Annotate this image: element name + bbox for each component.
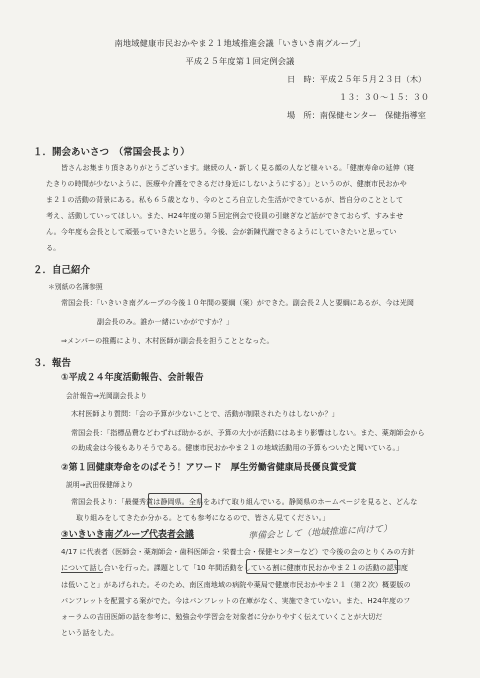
section-1-line: ま２１の活動の背景にある。私も６５歳となり、今のところ自立した生活ができているが、皆自分のこととして [46, 195, 404, 204]
document-header-line1: 南地域健康市民おかやま２１地域推進会議「いきいき南グループ」 [114, 38, 366, 48]
report-item-3-line: について話し合いを行った。課題として「10 年間活動をしている割に健康市民おかやま２１の活動の認知度 [61, 563, 409, 572]
report-item-3-line: は低いこと」があげられた。そのため、南区南地域の病院や薬局で健康市民おかやま２１（第２次）概要版の [61, 580, 411, 589]
section-1-line: 皆さんお集まり頂きありがとうございます。継続の人・新しく見る顔の人など様々いる。「健康寿命の延伸（寝 [61, 163, 415, 172]
report-item-3-line: という話をした。 [61, 628, 119, 637]
section-2-line: ⇒メンバーの推薦により、木村医師が副会長を担うこととなった。 [61, 336, 274, 345]
report-item-3-line: 4/17 に代表者（医師会・薬剤師会・歯科医師会・栄養士会・保健センターなど）で今後の会のとりくみの方針 [61, 547, 415, 556]
pen-box-mark [246, 559, 398, 574]
handwritten-note: 準備会として（地域推進に向けて） [247, 524, 393, 542]
date-label: 日 時： [287, 74, 320, 84]
pen-box-mark-award [148, 493, 202, 508]
report-item-1-line: 常国会長：「指標品費などわずれば助かるが、予算の大小が活動にはあまり影響はしない。また、薬剤師会から [71, 428, 425, 437]
section-2-line: 副会長のみ。誰か一緒にいかがですか？」 [97, 317, 234, 326]
document-header-line2: 平成２５年度第１回定例会議 [185, 56, 295, 66]
report-item-1-title: ①平成２４年度活動報告、会計報告 [61, 373, 204, 383]
report-item-3-line: パンフレットを配置する案がでた。今はパンフレットの在庫がなく、実施できていない。また、H24年度のフ [61, 596, 411, 605]
report-item-3-line: ォーラムの吉田医師の話を参考に、勉強会や学習会を対象者に分かりやすく伝えていくことが大切だ [61, 612, 383, 621]
report-item-2-line: 取り組みをしてきたか分かる。とても参考になるので、皆さん見てください。」 [76, 513, 330, 522]
place-value: 南保健センター 保健指導室 [319, 110, 426, 120]
report-item-1-line: 会計報告⇒光岡副会長より [66, 392, 148, 400]
place-row [287, 110, 426, 121]
date-value: 平成２５年５月２３日（木） [319, 74, 427, 84]
section-1-line: る。 [46, 243, 61, 252]
report-item-2-line: 説明⇒武田保健師より [66, 481, 134, 489]
section-1-line: たきりの時間が少ないように、医療や介護をできるだけ身近にしないようにする）」というのが、健康市民おかや [46, 179, 407, 188]
report-item-1-line: 木村医師より質問：「会の予算が少ないことで、活動が制限されたりはしないか？」 [71, 409, 339, 418]
report-item-3-title: ③いきいき南グループ代表者会議 [61, 530, 194, 540]
section-2-note: ＊別紙の名簿参照 [48, 283, 103, 291]
report-item-2-line: 常国会長より：「最優秀賞は静岡県。全県をあげて取り組んでいる。静岡県のホームページを見ると、どんな [71, 497, 418, 506]
time-value: １３：３０〜１５：３０ [339, 92, 430, 102]
pen-underline-mark-award [230, 509, 340, 510]
report-item-2-title: ②第１回健康寿命をのばそう！アワード 厚生労働省健康局長優良賞受賞 [61, 463, 357, 473]
section-1-line: 考え、活動していってほしい。また、H24年度の第５回定例会で役員の引継ぎなど話ができておらず、すみませ [46, 211, 404, 220]
pen-underline-mark [61, 572, 103, 573]
section-2-line: 常国会長：「いきいき南グループの今後１０年間の要綱（案）ができた。副会長２人と要綱にあるが、今は光岡 [61, 298, 415, 307]
section-1-title: １．開会あいさつ （常国会長より） [33, 147, 190, 158]
section-3-title: ３．報告 [33, 358, 72, 369]
section-1-line: ん。今年度も会長として頑張っていきたいと思う。今後、会が新陳代謝できるようにしていきたいと思ってい [46, 227, 397, 236]
section-2-title: ２．自己紹介 [33, 265, 91, 276]
report-item-1-line: の助成金は今後もありそうである。健康市民おかやま２１の地域活動用の予算もついたと聞いている。」 [71, 443, 404, 452]
date-row [287, 74, 426, 85]
place-label: 場 所： [287, 110, 320, 120]
